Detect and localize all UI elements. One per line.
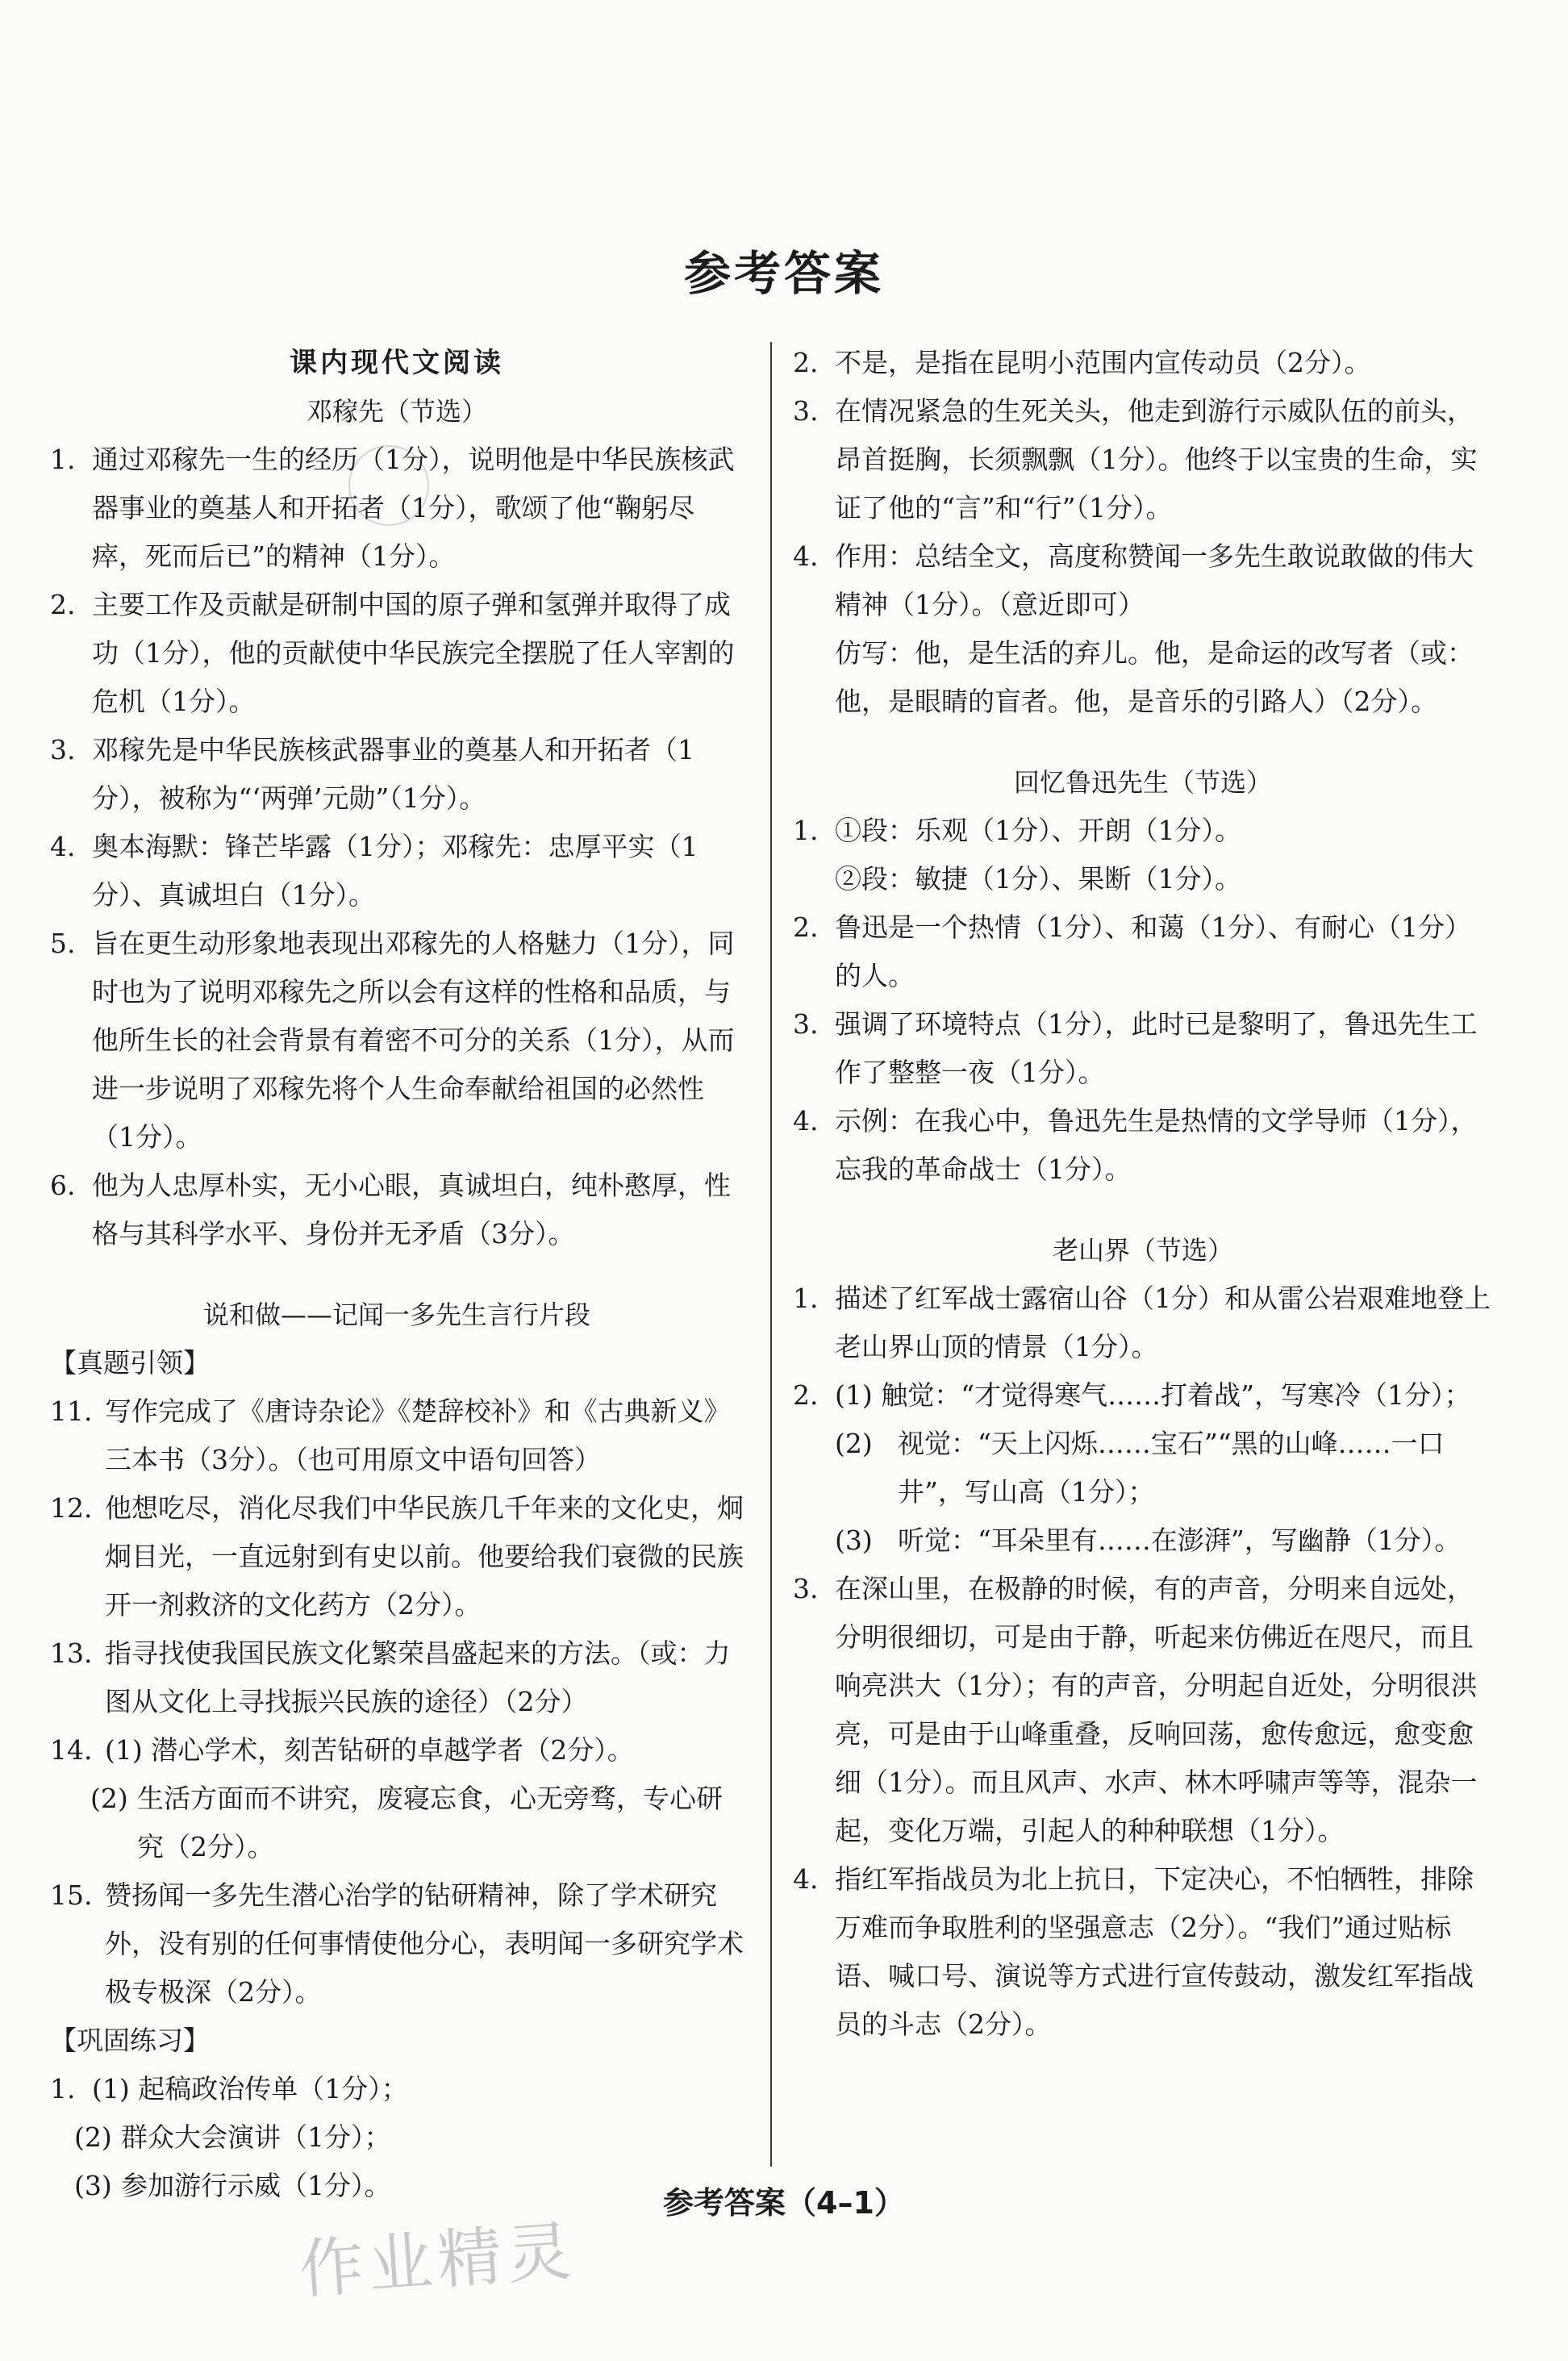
answer-item: 1. ①段：乐观（1分）、开朗（1分）。 [793,815,1241,846]
answer-subitem: (3) 参加游行示威（1分）。 [74,2170,391,2201]
answer-item: 3. 强调了环境特点（1分），此时已是黎明了，鲁迅先生工作了整整一夜（1分）。 [793,1008,1478,1088]
section-heading-lu-xun: 回忆鲁迅先生（节选） [1013,767,1272,798]
answer-item: 3. 在情况紧急的生死关头，他走到游行示威队伍的前头，昂首挺胸，长须飘飘（1分）。他终于以宝贵的生命，实证了他的“言”和“行”（1分）。 [793,395,1478,524]
label-zhenti: 【真题引领】 [50,1347,210,1379]
section-subheading-deng-jiaxian: 邓稼先（节选） [306,396,487,427]
answer-item: 12. 他想吃尽，消化尽我们中华民族几千年来的文化史，炯炯目光，一直远射到有史以前。他要给我们衰微的民族开一剂救济的文化药方（2分）。 [50,1492,744,1621]
answer-item: 3. 邓稼先是中华民族核武器事业的奠基人和开拓者（1分），被称为“‘两弹’元勋”（1分）。 [50,734,694,814]
answer-item: 4. 指红军指战员为北上抗日，下定决心，不怕牺牲，排除万难而争取胜利的坚强意志（2分）。“我们”通过贴标语、喊口号、演说等方式进行宣传鼓动，激发红军指战员的斗志（2分）。 [793,1863,1474,2040]
answer-item: 1. 描述了红军战士露宿山谷（1分）和从雷公岩艰难地登上老山界山顶的情景（1分）。 [793,1283,1491,1362]
answer-item-14: 14. (1) 潜心学术，刻苦钻研的卓越学者（2分）。 [50,1734,634,1766]
answer-item-15: 15. 赞扬闻一多先生潜心治学的钻研精神，除了学术研究外，没有别的任何事情使他分心，表明闻一多研究学术极专极深（2分）。 [50,1879,744,2008]
answer-item: 2. 鲁迅是一个热情（1分）、和蔼（1分）、有耐心（1分）的人。 [793,911,1471,991]
right-column [793,339,1493,2049]
answer-item: 4. 作用：总结全文，高度称赞闻一多先生敢说敢做的伟大精神（1分）。（意近即可） [793,540,1474,620]
label-gonggu: 【巩固练习】 [50,2025,210,2056]
answer-continuation: ②段：敏捷（1分）、果断（1分）。 [835,863,1241,895]
left-column [50,339,744,2210]
answer-subitem: (3) 听觉：“耳朵里有……在澎湃”，写幽静（1分）。 [835,1525,1462,1556]
answer-item-practice-1: 1. (1) 起稿政治传单（1分）； [50,2073,408,2104]
answer-subitem: (2) 视觉：“天上闪烁……宝石”“黑的山峰……一口井”，写山高（1分）； [835,1428,1445,1508]
answer-item: 6. 他为人忠厚朴实，无小心眼，真诚坦白，纯朴憨厚，性格与其科学水平、身份并无矛盾（3分）。 [50,1170,731,1249]
answer-item: 13. 指寻找使我国民族文化繁荣昌盛起来的方法。（或：力图从文化上寻找振兴民族的途径）（2分） [50,1637,731,1717]
column-divider [770,342,772,2167]
answer-item: 2. (1) 触觉：“才觉得寒气……打着战”，写寒冷（1分）； [793,1379,1471,1411]
answer-item: 2. 主要工作及贡献是研制中国的原子弹和氢弹并取得了成功（1分），他的贡献使中华民族完全摆脱了任人宰割的危机（1分）。 [50,589,735,717]
answer-item: 1. 通过邓稼先一生的经历（1分），说明他是中华民族核武器事业的奠基人和开拓者（1分），歌颂了他“鞠躬尽瘁，死而后已”的精神（1分）。 [50,444,735,572]
page-footer: 参考答案（4–1） [663,2185,905,2221]
answer-subitem: (2) 生活方面而不讲究，废寝忘食，心无旁骛，专心研究（2分）。 [90,1783,723,1863]
page-title: 参考答案 [683,246,884,301]
answer-item: 3. 在深山里，在极静的时候，有的声音，分明来自远处，分明很细切，可是由于静，听起来仿佛近在咫尺，而且响亮洪大（1分）；有的声音，分明起自近处，分明很洪亮，可是由于山峰重叠，反响回荡，愈传愈远，愈变愈细（1分）。而且风声、水声、林木呼啸声等等，混杂一起，变化万端，引起人的种种联想（1分）。 [793,1573,1478,1846]
answer-item: 4. 奥本海默：锋芒毕露（1分）；邓稼先：忠厚平实（1分）、真诚坦白（1分）。 [50,831,699,911]
answer-item: 5. 旨在更生动形象地表现出邓稼先的人格魅力（1分），同时也为了说明邓稼先之所以会有这样的性格和品质，与他所生长的社会背景有着密不可分的关系（1分），从而进一步说明了邓稼先将个人生命奉献给祖国的必然性（1分）。 [50,928,735,1153]
answer-item: 11. 写作完成了《唐诗杂论》《楚辞校补》和《古典新义》三本书（3分）。（也可用原文中语句回答） [50,1395,731,1475]
answer-subitem: (2) 群众大会演讲（1分）； [74,2121,391,2153]
answer-continuation: 仿写：他，是生活的弃儿。他，是命运的改写者（或：他，是眼睛的盲者。他，是音乐的引路人）（2分）。 [835,637,1474,717]
section-heading-shuo-he-zuo: 说和做——记闻一多先生言行片段 [202,1299,590,1330]
answer-item: 4. 示例：在我心中，鲁迅先生是热情的文学导师（1分），忘我的革命战士（1分）。 [793,1105,1478,1185]
section-heading-lao-shan-jie: 老山界（节选） [1052,1235,1233,1266]
watermark-logo: 作业精灵 [296,2213,579,2308]
section-heading-modern-reading: 课内现代文阅读 [290,347,504,379]
answer-item: 2. 不是，是指在昆明小范围内宣传动员（2分）。 [793,347,1371,378]
